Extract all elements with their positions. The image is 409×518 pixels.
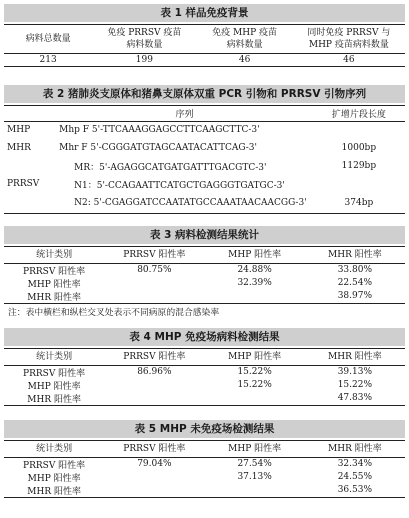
table3-header-row: [4, 246, 405, 263]
table5-row-label: PRRSV 阳性率: [23, 460, 86, 471]
table3-note: 注：表中横栏和纵栏交叉处表示不同病原的混合感染率: [8, 307, 220, 318]
table4-cell: 39.13%: [337, 367, 373, 377]
table-row: [4, 139, 405, 157]
table3-row-label: PRRSV 阳性率: [23, 266, 86, 277]
table2-header-seq: 序列: [175, 109, 194, 120]
table2-seq: N1：5'-CCAGAATTCATGCTGAGGGTGATGC-3': [74, 180, 285, 191]
table5-header-prrsv: PRRSV 阳性率: [123, 443, 186, 454]
table2-size: 1000bp: [341, 143, 377, 153]
table-row: [4, 457, 405, 471]
table-row: [4, 263, 405, 277]
table2-seq: Mhp F 5'-TTCAAAGGAGCCTTCAAGCTTC-3': [59, 125, 260, 136]
table5-cell: 37.13%: [237, 472, 272, 482]
table3-cell: 22.54%: [337, 278, 373, 288]
table4: [4, 348, 405, 406]
table5-cell: [104, 484, 204, 498]
table4-header-row: [4, 348, 405, 365]
table-row: [4, 121, 405, 139]
table1-header-mhp: 免疫 MHP 疫苗 病料数量: [212, 28, 277, 50]
table3-cell: [205, 290, 305, 304]
table2-label: PRRSV: [7, 179, 40, 189]
table3-cell: 33.80%: [337, 265, 373, 275]
table4-cell: 86.96%: [137, 367, 172, 377]
table4-row-label: MHP 阳性率: [27, 381, 81, 392]
table5-header-mhr: MHR 阳性率: [328, 443, 382, 454]
table3: [4, 246, 405, 304]
table-row: [4, 392, 405, 406]
table-row: [4, 290, 405, 304]
table1-header-prrsv: 免疫 PRRSV 疫苗 病料数量: [107, 28, 182, 50]
table4-header-category: 统计类别: [36, 351, 73, 362]
table4-cell: 15.22%: [237, 367, 272, 377]
table4-cell: 15.22%: [337, 380, 373, 390]
table-row: [4, 471, 405, 484]
table1-cell-prrsv: 199: [135, 54, 153, 65]
table5-header-mhp: MHP 阳性率: [228, 443, 282, 454]
table2-seq: N2: 5'-CGAGGATCCAATATGCCAAATAACAACGG-3': [74, 197, 307, 208]
table-row: [4, 379, 405, 392]
table1-cell-total: 213: [39, 54, 57, 65]
table-row: [4, 175, 405, 193]
table2-header-size: 扩增片段长度: [331, 109, 386, 120]
table4-cell: 15.22%: [237, 380, 272, 390]
table2-size: [313, 121, 405, 139]
table2-seq: MR：5'-AGAGGCATGATGATTTGACGTC-3': [74, 162, 267, 173]
document-page: [4, 4, 405, 498]
table5-cell: 36.53%: [337, 485, 373, 495]
table2-seq: Mhr F 5'-CGGGATGTAGCAATACATTCAG-3': [59, 143, 257, 153]
table3-title: 表 3 病料检测结果统计: [4, 226, 405, 244]
table5-title: 表 5 MHP 未免疫场检测结果: [4, 420, 405, 438]
table4-cell: [205, 392, 305, 406]
table1-cell-both: 46: [343, 54, 355, 65]
table5: [4, 440, 405, 498]
table3-cell: 38.97%: [337, 291, 373, 301]
table3-header-mhp: MHP 阳性率: [228, 249, 282, 260]
table4-cell: 47.83%: [337, 393, 373, 403]
table-row: [4, 54, 405, 67]
table1: [4, 24, 405, 67]
table4-header-mhp: MHP 阳性率: [228, 351, 282, 362]
table2-header-row: [4, 105, 405, 121]
table3-header-prrsv: PRRSV 阳性率: [123, 249, 186, 260]
table3-cell: [104, 277, 204, 290]
table5-cell: 32.34%: [337, 459, 373, 469]
table1-cell-mhp: 46: [238, 54, 251, 65]
table4-cell: [104, 392, 204, 406]
table3-cell: [104, 290, 204, 304]
table3-row-label: MHR 阳性率: [27, 292, 81, 303]
table-row: [4, 484, 405, 498]
table4-title: 表 4 MHP 免疫场病料检测结果: [4, 328, 405, 346]
table2-label: MHP: [7, 125, 31, 136]
table2-size: 1129bp: [341, 161, 377, 171]
table-row: [4, 365, 405, 379]
table3-row-label: MHP 阳性率: [27, 279, 81, 290]
table4-row-label: MHR 阳性率: [27, 394, 81, 405]
table2-label: [4, 193, 56, 213]
table4-header-prrsv: PRRSV 阳性率: [123, 351, 186, 362]
table5-cell: 79.04%: [137, 459, 172, 469]
table3-header-category: 统计类别: [36, 249, 73, 260]
table2-title: 表 2 猪肺炎支原体和猪鼻支原体双重 PCR 引物和 PRRSV 引物序列: [4, 85, 405, 103]
table3-cell: 24.88%: [237, 265, 272, 275]
table3-cell: 32.39%: [237, 278, 272, 288]
table3-cell: 80.75%: [137, 265, 172, 275]
table1-header-total: 病料总数量: [25, 34, 71, 44]
table-row: [4, 157, 405, 175]
table2-size: 374bp: [344, 197, 374, 208]
table-row: [4, 193, 405, 213]
table2-label: MHR: [7, 143, 31, 153]
table2-label: [4, 157, 56, 175]
table5-cell: 27.54%: [237, 459, 272, 469]
table1-title: 表 1 样品免疫背景: [4, 4, 405, 22]
table4-cell: [104, 379, 204, 392]
table5-row-label: MHR 阳性率: [27, 486, 81, 497]
table3-header-mhr: MHR 阳性率: [328, 249, 382, 260]
table5-header-row: [4, 440, 405, 457]
table1-header-both: 同时免疫 PRRSV 与 MHP 疫苗病料数量: [307, 28, 391, 50]
table2: [4, 105, 405, 214]
table5-cell: [104, 471, 204, 484]
table4-header-mhr: MHR 阳性率: [328, 351, 382, 362]
table1-header-row: [4, 25, 405, 54]
table4-row-label: PRRSV 阳性率: [23, 368, 86, 379]
table5-cell: 24.55%: [337, 472, 373, 482]
table5-header-category: 统计类别: [36, 443, 73, 454]
table5-cell: [205, 484, 305, 498]
table5-row-label: MHP 阳性率: [27, 473, 81, 484]
table2-size: [313, 175, 405, 193]
table-row: [4, 277, 405, 290]
